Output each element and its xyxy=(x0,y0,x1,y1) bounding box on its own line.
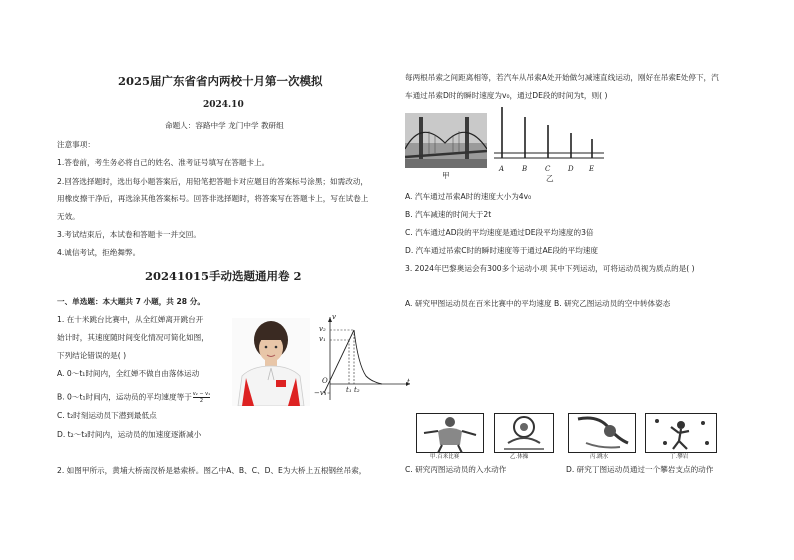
q3-option-c: C. 研究丙图运动员的入水动作 xyxy=(405,465,507,474)
q3-option-d: D. 研究丁图运动员通过一个攀岩支点的动作 xyxy=(566,465,714,474)
fraction-numerator: v₂ − v₁ xyxy=(192,391,211,397)
exam-title: 2025届广东省省内两校十月第一次模拟 xyxy=(118,74,323,88)
q2-option-d: D. 汽车通过吊索C时的瞬时速度等于通过AE段的平均速度 xyxy=(405,246,599,255)
q1-option-d: D. t₂～t₃时间内，运动员的加速度逐渐减小 xyxy=(57,430,202,439)
q3-options-ab: A. 研究甲图运动员在百米比赛中的平均速度 B. 研究乙图运动员的空中转体姿态 xyxy=(405,299,671,308)
section-title: 20241015手动选题通用卷 2 xyxy=(145,269,302,283)
caption-diving: 丙.跳水 xyxy=(590,454,609,460)
note-item: 1.答卷前，考生务必将自己的姓名、准考证号填写在答题卡上。 xyxy=(57,158,270,167)
figure-label-yi: 乙 xyxy=(546,174,554,183)
note-item: 用橡皮擦干净后，再选涂其他答案标号。回答非选择题时，将答案写在答题卡上，写在试卷上 xyxy=(57,194,369,203)
caption-climbing: 丁.攀岩 xyxy=(670,454,689,460)
gymnastics-photo xyxy=(494,413,554,453)
caption-gymnastics: 乙.体操 xyxy=(510,454,529,460)
cable-label-c: C xyxy=(545,165,551,173)
note-item: 4.诚信考试，拒绝舞弊。 xyxy=(57,248,141,257)
climbing-photo xyxy=(645,413,717,453)
note-item: 2.回答选择题时，选出每小题答案后，用铅笔把答题卡对应题目的答案标号涂黑；如需改动， xyxy=(57,177,368,186)
q2-stem-line: 每两根吊索之间距离相等，若汽车从吊索A处开始做匀减速直线运动，刚好在吊索E处停下，汽 xyxy=(405,73,719,82)
notes-heading: 注意事项： xyxy=(57,140,95,149)
q1-stem-line: 始计时，其速度随时间变化情况可简化如图， xyxy=(57,333,209,342)
q2-stem-start: 2. 如图甲所示，黄埔大桥南汊桥是悬索桥。图乙中A、B、C、D、E为大桥上五根钢丝吊索， xyxy=(57,466,367,475)
q2-stem-line: 车通过吊索D时的瞬时速度为v₀，通过DE段的时间为t，则( ) xyxy=(405,91,608,100)
q1-option-b: B. 0～t₁时间内，运动员的平均速度等于 $\frac{\text{v₂ − v₁}}{2}$ xyxy=(57,391,211,404)
velocity-time-graph xyxy=(314,314,414,404)
part-heading: 一、单选题：本大题共 7 小题，共 28 分。 xyxy=(57,297,205,306)
exam-date: 2024.10 xyxy=(203,100,244,110)
q2-option-c: C. 汽车通过AD段的平均速度是通过DE段平均速度的3倍 xyxy=(405,228,594,237)
q2-option-b: B. 汽车减速的时间大于2t xyxy=(405,210,492,219)
q1-option-c: C. t₂时刻运动员下潜到最低点 xyxy=(57,411,157,420)
athlete-photo xyxy=(232,318,310,406)
author-line: 命题人：容路中学 龙门中学 教研组 xyxy=(165,121,284,130)
diving-photo xyxy=(568,413,636,453)
fraction-denominator: 2 xyxy=(199,398,204,404)
caption-sprint: 甲.百米比赛 xyxy=(430,454,460,460)
tick-label-t2: t₂ xyxy=(354,386,360,394)
figure-label-jia: 甲 xyxy=(442,171,450,180)
tick-label-neg-v1: −v₁ xyxy=(314,389,327,397)
cable-label-d: D xyxy=(568,165,574,173)
cable-label-b: B xyxy=(522,165,528,173)
tick-label-t1: t₁ xyxy=(346,386,352,394)
axis-label-v: v xyxy=(332,313,336,321)
q3-stem: 3. 2024年巴黎奥运会有300多个运动小项 其中下列运动，可将运动员视为质点的是( ) xyxy=(405,264,695,273)
sprint-photo xyxy=(416,413,484,453)
note-item: 无效。 xyxy=(57,212,80,221)
cable-label-a: A xyxy=(499,165,505,173)
axis-label-t: t xyxy=(407,378,410,386)
q1-stem-line: 下列结论错误的是( ) xyxy=(57,351,127,360)
origin-label: O xyxy=(322,377,328,385)
bridge-photo xyxy=(405,113,487,168)
q1-stem-line: 1. 在十米跳台比赛中，从全红婵离开跳台开 xyxy=(57,315,204,324)
cable-label-e: E xyxy=(589,165,595,173)
q1-option-a: A. 0～t₁时间内，全红婵不做自由落体运动 xyxy=(57,369,200,378)
note-item: 3.考试结束后，本试卷和答题卡一并交回。 xyxy=(57,230,201,239)
tick-label-v2: v₂ xyxy=(319,325,326,333)
cable-diagram xyxy=(492,103,607,178)
tick-label-v1: v₁ xyxy=(319,335,326,343)
q2-option-a: A. 汽车通过吊索A时的速度大小为4v₀ xyxy=(405,192,532,201)
